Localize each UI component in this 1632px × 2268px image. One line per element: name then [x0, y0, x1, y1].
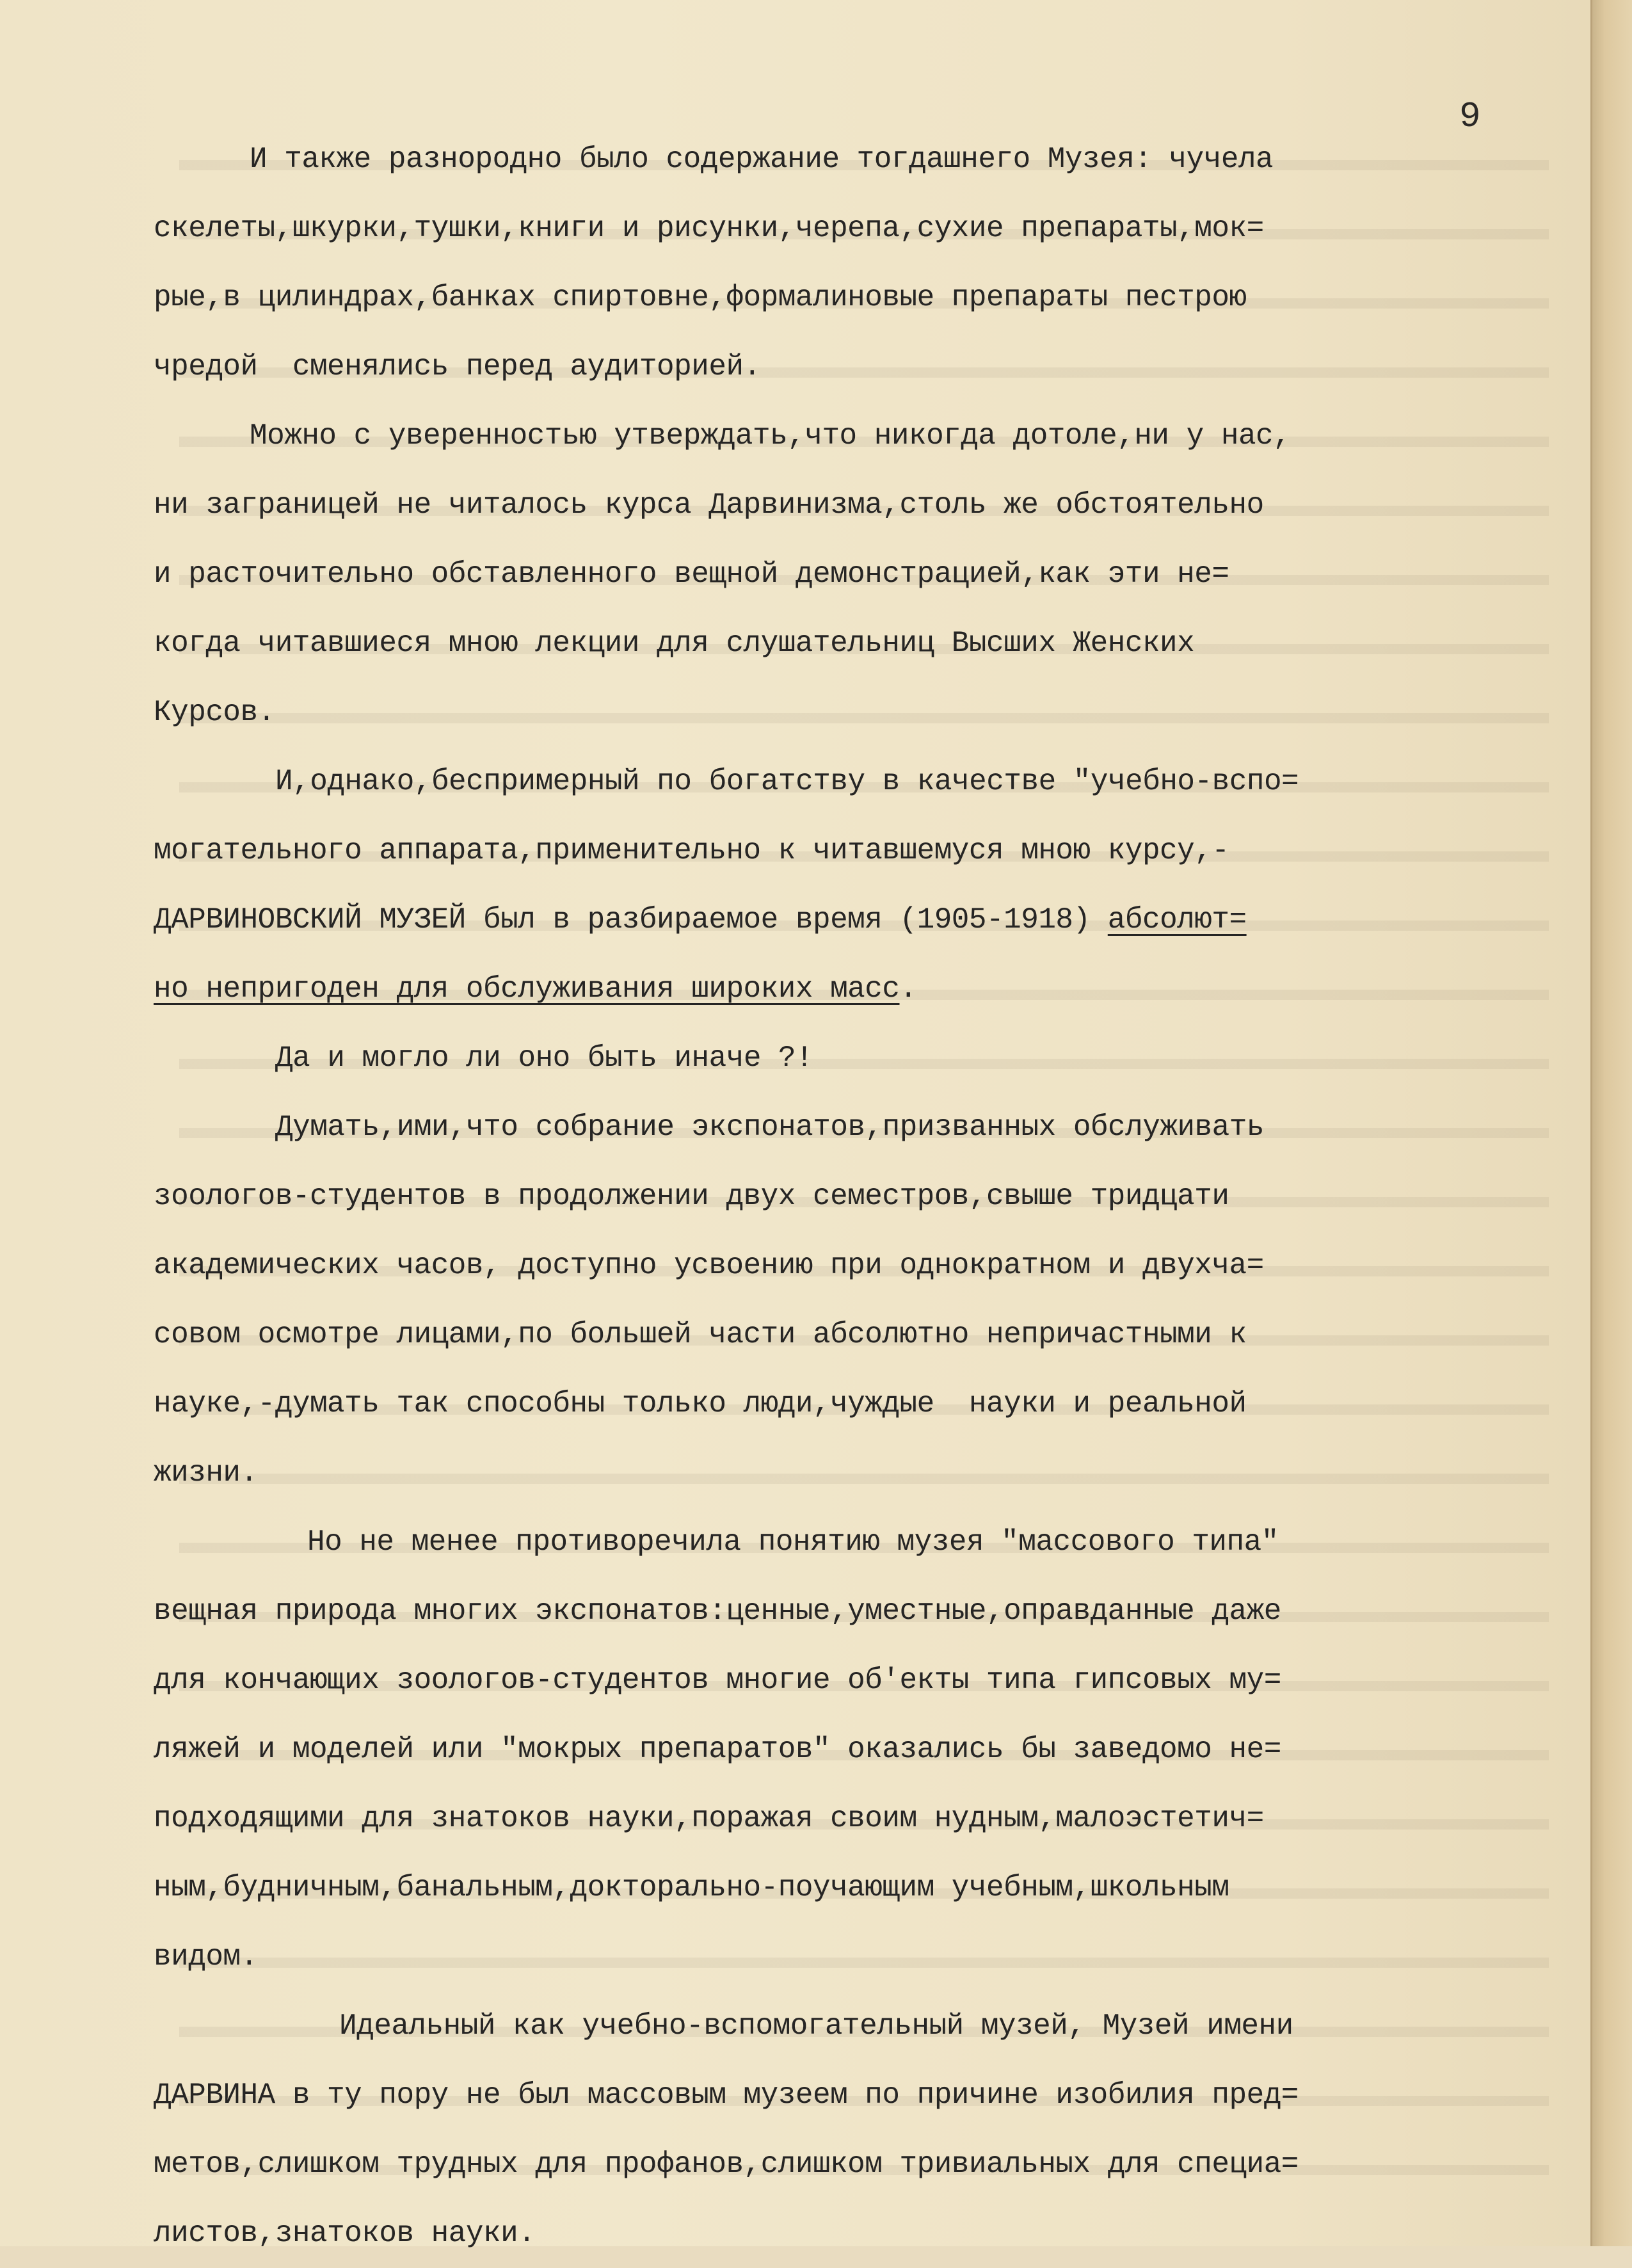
text-line — [154, 885, 1574, 954]
text-line: жизни. — [154, 1456, 258, 1490]
underlined-segment: но непригоден для обслуживания широких масс — [154, 972, 900, 1006]
text-line: Идеальный как учебно-вспомогательный музей, Музей имени — [339, 2009, 1293, 2043]
text-segment: ДАРВИНОВСКИЙ МУЗЕЙ был в разбираемое время (1905-1918) — [154, 903, 1091, 937]
text-line: Думать,ими,что собрание экспонатов,призванных обслуживать — [275, 1111, 1264, 1144]
text-line: ни заграницей не читалось курса Дарвинизма,столь же обстоятельно — [154, 488, 1264, 522]
text-line: ным,будничным,банальным,докторально-поучающим учебным,школьным — [154, 1871, 1229, 1904]
text-line: видом. — [154, 1940, 258, 1974]
text-segment: Думать, — [275, 1111, 397, 1144]
text-line: ДАРВИНА в ту пору не был массовым музеем по причине изобилия пред= — [154, 2079, 1299, 2112]
page-number: 9 — [1459, 96, 1481, 137]
struck-segment: ими — [396, 1111, 449, 1144]
text-line: И,однако,беспримерный по богатству в качестве "учебно-вспо= — [275, 765, 1299, 798]
text-line: метов,слишком трудных для профанов,слишком тривиальных для специа= — [154, 2148, 1299, 2181]
text-line: науке,-думать так способны только люди,чуждые науки и реальной — [154, 1387, 1247, 1420]
text-line: листов,знатоков науки. — [154, 2217, 536, 2250]
typewritten-body — [154, 125, 1574, 2268]
text-line: Курсов. — [154, 696, 275, 729]
text-line: совом осмотре лицами,по большей части абсолютно непричастными к — [154, 1318, 1247, 1351]
text-line: Да и могло ли оно быть иначе ?! — [275, 1042, 813, 1075]
text-line: чредой сменялись перед аудиторией. — [154, 350, 761, 383]
text-line: могательного аппарата,применительно к читавшемуся мною курсу,- — [154, 834, 1229, 867]
text-line: вещная природа многих экспонатов:ценные,уместные,оправданные даже — [154, 1595, 1281, 1628]
text-line: и расточительно обставленного вещной демонстрацией,как эти не= — [154, 558, 1229, 591]
text-line: подходящими для знатоков науки,поражая своим нудным,малоэстетич= — [154, 1802, 1264, 1835]
text-line: зоологов-студентов в продолжении двух семестров,свыше тридцати — [154, 1180, 1229, 1213]
text-line: когда читавшиеся мною лекции для слушательниц Высших Женских — [154, 627, 1195, 660]
text-line: академических часов, доступно усвоению при однократном и двухча= — [154, 1249, 1264, 1282]
text-line: но непригоден для обслуживания широких масс. — [154, 972, 917, 1006]
text-line: ляжей и моделей или "мокрых препаратов" оказались бы заведомо не= — [154, 1733, 1281, 1766]
text-line: Можно с уверенностью утверждать,что никогда дотоле,ни у нас, — [250, 419, 1291, 453]
text-segment: что собрание экспонатов,призванных обслуживать — [466, 1111, 1264, 1144]
text-line: Но не менее противоречила понятию музея "массового типа" — [307, 1525, 1279, 1559]
text-line: И также разнородно было содержание тогдашнего Музея: чучела — [250, 143, 1274, 176]
text-line: рые,в цилиндрах,банках спиртовне,формалиновые препараты пестрою — [154, 281, 1247, 314]
text-line: скелеты,шкурки,тушки,книги и рисунки,черепа,сухие препараты,мок= — [154, 212, 1264, 245]
text-line: для кончающих зоологов-студентов многие об'екты типа гипсовых му= — [154, 1664, 1281, 1697]
page-edge — [1590, 0, 1632, 2246]
underlined-segment: абсолют= — [1107, 903, 1247, 937]
